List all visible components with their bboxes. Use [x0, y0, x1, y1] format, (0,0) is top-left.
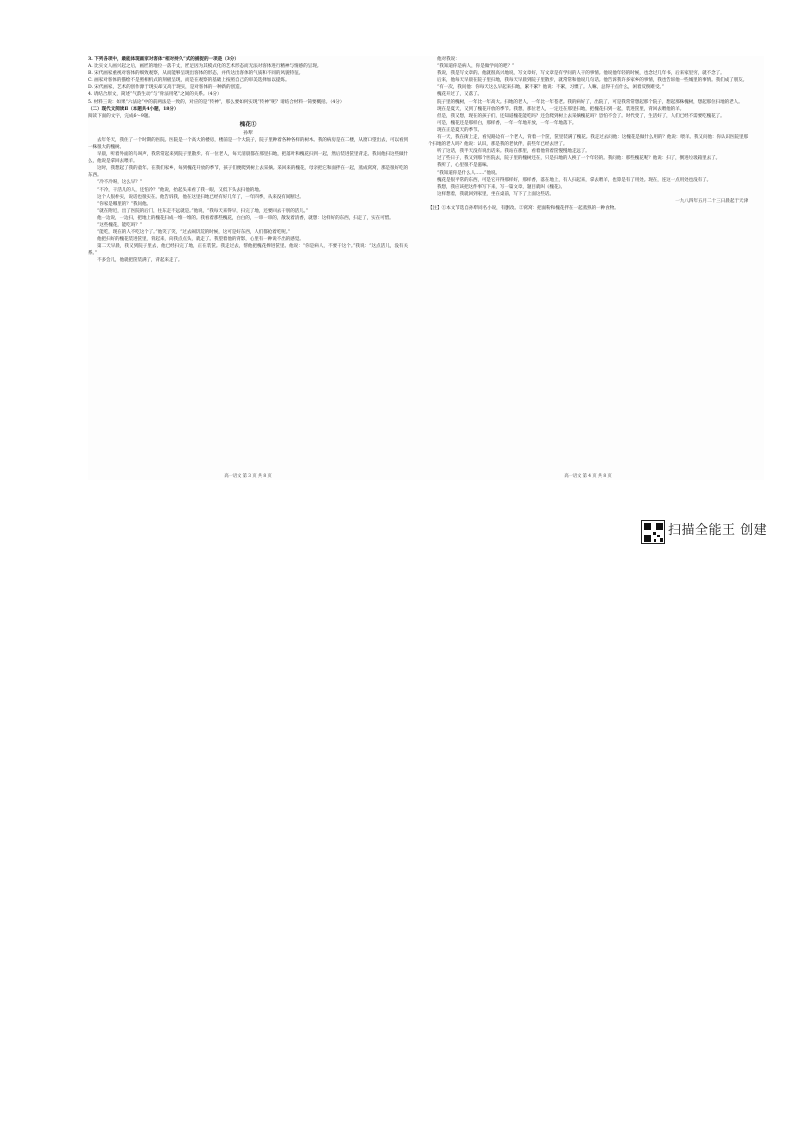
story-paragraph: 我想，我应该把这件事写下来，写一篇文章，题目就叫《槐花》。 — [437, 184, 566, 190]
story-paragraph: 有一天，我在街上走，看见路边有一个老人，背着一个筐，筐里装满了槐花。我走过去问他：这槐花是做什么用的？他说：喂羊。我又问他：你认识医院里那个扫地的老人吗？他说：认识，那是我的老伙伴，前些年已经去世了。 — [428, 135, 748, 148]
question-3-option-a: A. 比实文人画兴起之后，画匠的地位一落千丈，匠足因为其模式化的艺术形态而无法对客体进行精神与情感的呈现。 — [88, 64, 322, 70]
right-page-footer: 高一语文 第 4 页 共 8 页 — [564, 474, 612, 479]
story-paragraph: “冷不冷呀，这么早？” — [97, 180, 142, 186]
story-paragraph: 院子里的槐树，一年比一年高大。扫地的老人，一年比一年苍老。我的病好了，出院了，可是我常常想起那个院子，想起那株槐树，想起那位扫地的老人。 — [437, 99, 743, 105]
story-paragraph: 不多会儿，他就把筐装满了，背起来走了。 — [97, 258, 183, 264]
story-author: 孙犁 — [243, 130, 253, 136]
qr-code-icon — [641, 520, 665, 544]
question-5: 5. 材料三说：如果“六法论”中的前两法是一致的，对应的是“传神”，那么要如何实现“传神”呢？请结合材料一简要概括。（4分） — [88, 99, 345, 105]
story-paragraph: 这时，我想起了我的童年。在我们家乡，每到槐花开放的季节，孩子们便爬到树上去采摘。采回来的槐花，母亲把它和面拌在一起，蒸成窝窝，那是很好吃的东西。 — [88, 166, 408, 179]
story-paragraph: 现在正是夏天的季节。 — [437, 127, 482, 133]
exam-sheet — [88, 56, 764, 480]
story-paragraph: 但是，我又想，现在的孩子们，还知道槐花能吃吗？还会爬到树上去采摘槐花吗？恐怕不会了。时代变了，生活好了，人们已经不需要吃槐花了。 — [437, 113, 725, 119]
scanner-watermark-label: 扫描全能王 创建 — [668, 523, 768, 538]
question-3-option-c: C. 画家对客体的描绘不是照相机式的刻板呈现，而是在观察的基础上按照自己的审美选择加以提炼。 — [88, 78, 290, 84]
story-paragraph: 听了这话，我半天没有说出话来。我站在那里，看着他背着筐慢慢地走远了。 — [437, 149, 590, 155]
story-paragraph: 早晨，听着外面的鸟叫声，我常常起来到院子里散步。有一位老人，每天清晨都在那里扫地，把落叶和槐花扫到一起，然后装进筐里背走。我问他扫这些做什么，他说是拿回去喂羊。 — [88, 152, 408, 165]
story-paragraph: “你家是哪里的？”我问他。 — [97, 201, 151, 207]
story-paragraph: 第二天早晨，我又到院子里去，他已经扫完了地，正在装筐。我走过去，帮他把槐花捧进筐里。他说：“你是病人，不要干这个。”我说：“这点活儿，没有关系。” — [88, 244, 408, 257]
section-heading: （二）现代文阅读Ⅱ（本题共4小题，18分） — [88, 106, 179, 112]
story-paragraph: 可是，槐花还是那样白，那样香，一年一年地开放，一年一年地落下。 — [437, 120, 577, 126]
story-title: 槐花① — [239, 121, 257, 128]
story-paragraph: 过了些日子，我又到那个医院去，院子里的槐树还在，只是扫地的人换了一个年轻的。我问他：那些槐花呢？他说：扫了，倒进垃圾箱里去了。 — [437, 156, 721, 162]
story-paragraph: 槐花开过了，又落了。 — [437, 92, 482, 98]
story-paragraph: 这样想着，我就回到家里，坐在桌前，写下了上面这些话。 — [437, 191, 554, 197]
section-instruction: 阅读下面的文字，完成6～9题。 — [88, 113, 153, 119]
story-paragraph: 他把扫好的槐花装进筐里，背起来，向我点点头，就走了。我望着他的背影，心里有一种说不出的感觉。 — [97, 237, 304, 243]
story-paragraph: 我说，我是写文章的。他就很高兴地说，写文章好，写文章是有学问的人干的事情。他说他年轻的时候，也念过几年书，后来家里穷，就不念了。 — [437, 71, 725, 77]
story-paragraph: “我知道你是病人，你是做学问的吧？” — [437, 64, 515, 70]
story-paragraph: 去年冬天，我住了一个时期的医院。医院是一个高大的楼房，楼前是一个大院子，院子里种着各种各样的树木。我的病房是在二楼，从窗口望出去，可以看到一株很大的槐树。 — [88, 137, 408, 150]
footnote: 【注】①本文节选自孙犁同名小说，有删改。②窝窝：把面粉和槐花拌在一起蒸熟的一种食物。 — [428, 205, 619, 211]
left-page-footer: 高一语文 第 3 页 共 8 页 — [224, 474, 272, 479]
story-paragraph: 后来，他每天早晨在院子里扫地，我每天早晨到院子里散步，就常常和他说几句话。他告诉我许多家乡的事情，我也告诉他一些城里的事情。我们成了朋友。 — [437, 78, 748, 84]
question-3-stem: 3. 下列各项中，最能体现画家对客体“相对持久”式的捕捉的一项是（3分） — [88, 57, 239, 62]
story-paragraph: “这些槐花，能吃吗？” — [97, 222, 142, 228]
story-paragraph: 我听了，心里很不是滋味。 — [437, 163, 491, 169]
story-paragraph: 他对我说： — [437, 57, 460, 62]
story-paragraph: 现在是夏天，又到了槐花开放的季节。我想，那位老人，一定还在那里扫地，把槐花扫到一起，装进筐里，背回去喂他的羊。 — [437, 106, 685, 112]
question-4: 4. 请结合原文，简述“气韵生动”与“骨法用笔”之间的关系。（4分） — [88, 92, 222, 98]
story-paragraph: “就在附近，出了医院的后门，往东走不远就是。”他说，“我每天来得早，扫完了地，还要回去干别的活儿。” — [97, 208, 309, 214]
story-paragraph: “有一次，我问他：你每天这么早起来扫地，累不累？他说：不累，习惯了。人嘛，总得干点什么，闲着反倒难受。” — [437, 85, 664, 91]
story-paragraph: “不冷，干活儿的人，还怕冷？”他说，抬起头来看了我一眼，又低下头去扫他的地。 — [97, 187, 264, 193]
left-page — [88, 56, 408, 480]
story-paragraph: 槐花是很平常的东西，可是它开得那样好，那样香，落在地上，有人扫起来，拿去喂羊，也算是有了用处。现在，连这一点用处也没有了。 — [437, 177, 712, 183]
story-paragraph: 他一边说，一边扫，把地上的槐花扫成一堆一堆的。我看着那些槐花，白白的，一串一串的，散发着清香，就想：这样好的东西，扫走了，实在可惜。 — [97, 215, 394, 221]
question-3-option-b: B. 宋代画家重视对客体的细致观察，从而能够呈现出客体的形态，并传达出客体的气质和不同的风貌特征。 — [88, 71, 304, 77]
right-page — [428, 56, 748, 480]
date-line: 一九八四年五月二十三日晨起于天津 — [675, 198, 748, 204]
question-3-option-d: D. 宋代画家，艺术的创作源于现实却又高于现实，是对客体的一种新的创造。 — [88, 85, 245, 91]
story-paragraph: “能吃，现在的人不吃这个了。”他笑了笑，“过去闹饥荒的时候，这可是好东西，人们都抢着吃呢。” — [97, 230, 291, 236]
story-paragraph: 这个人很朴实，说话也很实在。他告诉我，他在这里扫地已经有好几年了，一年四季，从来没有间断过。 — [97, 194, 304, 200]
story-paragraph: “我知道你是什么人……”他说。 — [437, 170, 500, 176]
